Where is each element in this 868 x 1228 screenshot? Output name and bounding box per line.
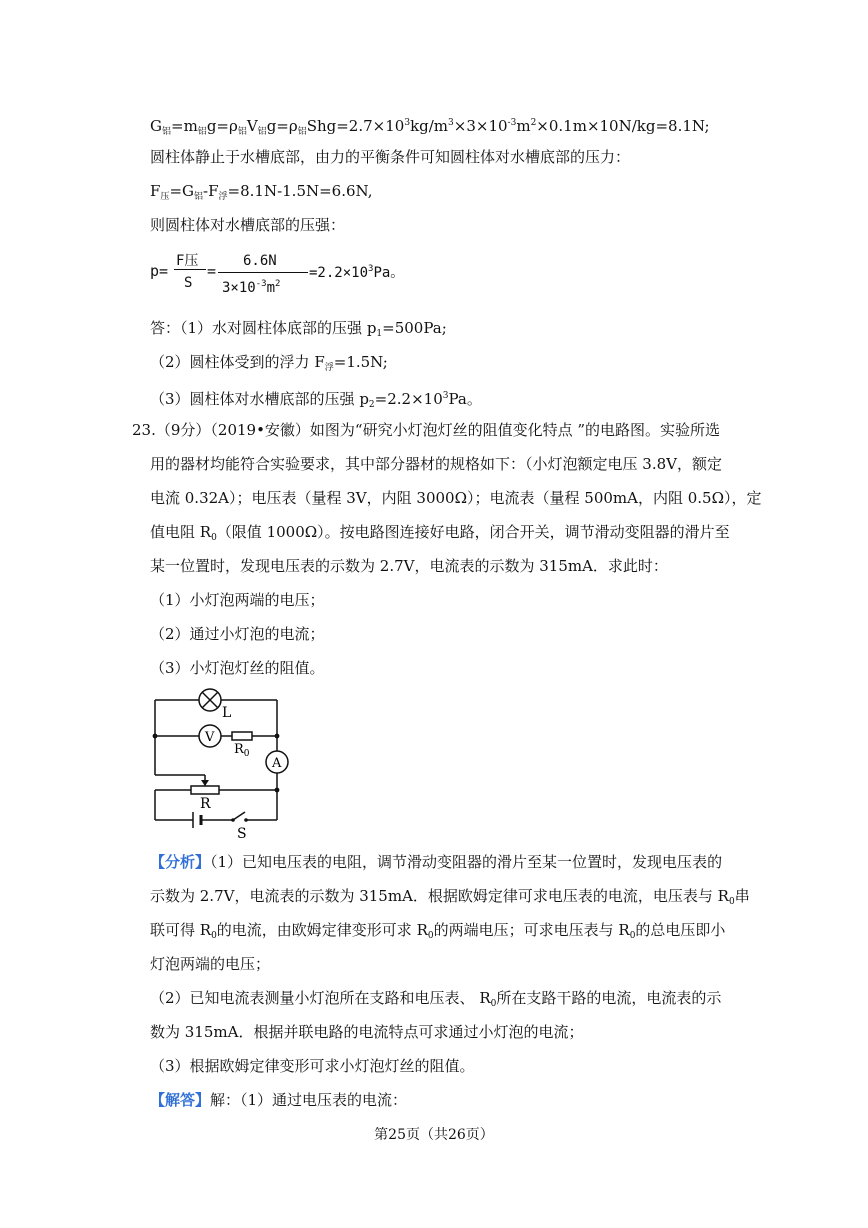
switch-label: S <box>237 826 247 842</box>
voltmeter-label: V <box>205 730 215 745</box>
resistor-r0-label: $R_0$ <box>234 742 250 759</box>
answer-1: 答：（1）水对圆柱体底部的压强 $p_1=500Pa$; <box>150 319 447 339</box>
analysis-line: （2）已知电流表测量小灯泡所在支路和电压表、 $R_0$所在支路干路的电流，电流表的示 <box>150 989 722 1009</box>
question-23-line: 值电阻 $R_0$（限值 1000Ω）。按电路图连接好电路，闭合开关，调节滑动变阻器的滑片至 <box>150 523 730 543</box>
solution-line: 【解答】解：（1）通过电压表的电流： <box>150 1091 408 1109</box>
rheostat-icon <box>191 786 219 794</box>
analysis-line: 【分析】（1）已知电压表的电阻，调节滑动变阻器的滑片至某一位置时，发现电压表的 <box>150 853 723 871</box>
answer-2: （2）圆柱体受到的浮力 $F_浮=1.5N$; <box>150 353 388 373</box>
resistor-r0-icon <box>232 732 252 740</box>
text-line: 则圆柱体对水槽底部的压强： <box>150 216 346 234</box>
battery-icon <box>193 812 201 828</box>
analysis-line: 联可得 $R_0$的电流，由欧姆定律变形可求 $R_0$的两端电压；可求电压表与 $R_0$的总电压即小 <box>150 921 726 941</box>
question-23-line: 23.（9分）（2019•安徽）如图为“研究小灯泡灯丝的阻值变化特点 ”的电路图。实验所选 <box>132 421 721 439</box>
switch-icon <box>231 812 248 822</box>
question-23-line: 电流 0.32A）；电压表（量程 3V，内阻 3000Ω）；电流表（量程 500mA，内阻 0.5Ω），定 <box>150 489 762 507</box>
question-23-line: 某一位置时，发现电压表的示数为 2.7V，电流表的示数为 315mA．求此时： <box>150 557 668 575</box>
question-sub-2: （2）通过小灯泡的电流； <box>150 625 325 643</box>
solution-tag: 【解答】 <box>150 1091 211 1109</box>
analysis-tag: 【分析】 <box>150 853 211 871</box>
equation-weight: $G_铝=m_铝g=\rho_铝V_铝g=\rho_铝Shg=2.7\times 10^3kg/m^3\times 3\times 10^{-3}m^2\times 0.1m\times 10N/kg=8.1N$; <box>150 117 710 137</box>
question-23-line: 用的器材均能符合实验要求，其中部分器材的规格如下：（小灯泡额定电压 3.8V，额定 <box>150 455 722 473</box>
page-footer: 第25页（共26页） <box>374 1127 494 1143</box>
rheostat-label: R <box>200 796 211 812</box>
ammeter-label: A <box>272 756 282 771</box>
text-line: 圆柱体静止于水槽底部，由力的平衡条件可知圆柱体对水槽底部的压力： <box>150 148 631 166</box>
analysis-line: 灯泡两端的电压； <box>150 955 271 973</box>
analysis-line: 数为 315mA．根据并联电路的电流特点可求通过小灯泡的电流； <box>150 1023 584 1041</box>
lamp-icon <box>199 689 221 711</box>
analysis-line: 示数为 2.7V，电流表的示数为 315mA．根据欧姆定律可求电压表的电流，电压表与 $R_0$串 <box>150 887 750 907</box>
junction-dot <box>275 734 280 739</box>
question-sub-1: （1）小灯泡两端的电压； <box>150 591 325 609</box>
equation-pressure-force: $F_压=G_铝-F_浮=8.1N-1.5N=6.6N$, <box>150 182 373 202</box>
analysis-line: （3）根据欧姆定律变形可求小灯泡灯丝的阻值。 <box>150 1057 475 1075</box>
junction-dot <box>153 734 158 739</box>
question-sub-3: （3）小灯泡灯丝的阻值。 <box>150 659 325 677</box>
lamp-label: L <box>222 705 232 721</box>
answer-3: （3）圆柱体对水槽底部的压强 $p_2=2.2\times 10^3Pa$。 <box>150 390 482 410</box>
junction-dot <box>275 788 280 793</box>
slider-arrow-icon <box>201 780 209 786</box>
